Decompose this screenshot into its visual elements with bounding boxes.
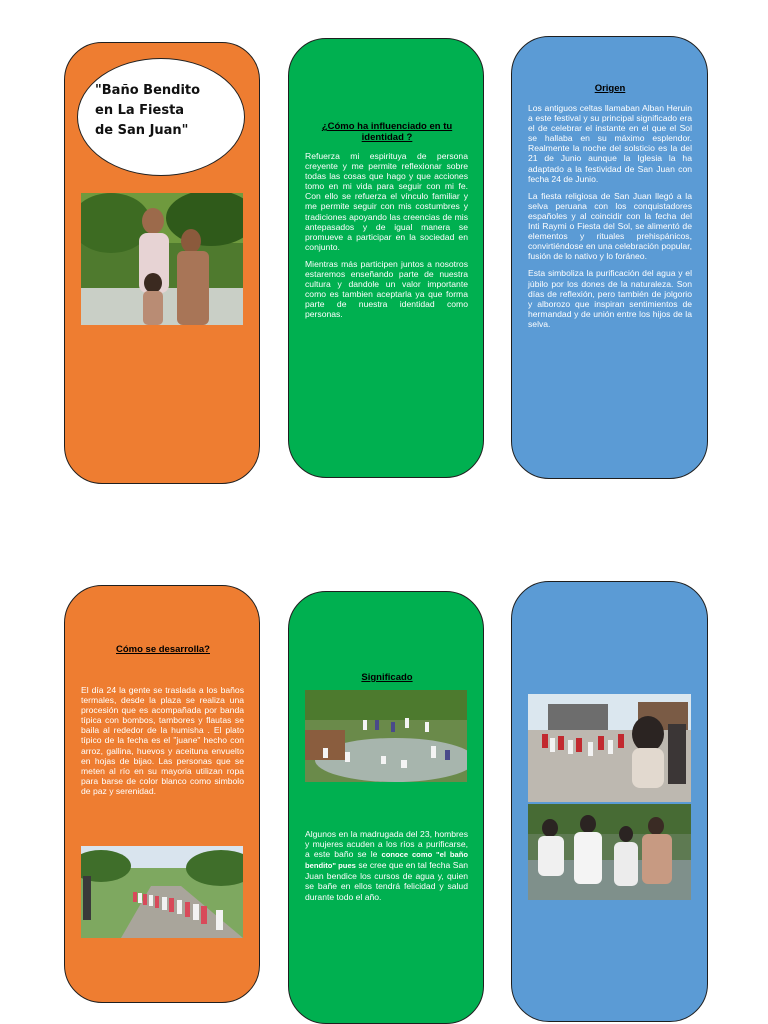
meaning-text-bold: conoce como "el baño bendito" pues: [305, 850, 468, 871]
origin-text: [528, 103, 692, 336]
development-panel: [64, 585, 260, 1003]
origin-heading: Origen: [594, 83, 626, 94]
identity-panel: [288, 38, 484, 478]
identity-heading: ¿Cómo ha influenciado en tu identidad ?: [321, 121, 453, 143]
dance-photo: [528, 694, 691, 802]
river-bath-photo: [305, 690, 467, 782]
cover-panel: [64, 42, 260, 484]
meaning-text-start: Algunos en la madrugada del 23, hombres y mujeres acuden a los ríos a purificarse, a este baño se le: [305, 829, 468, 860]
meaning-text: [305, 829, 468, 909]
origin-paragraph: Los antiguos celtas llamaban Alban Heruin a este festival y su principal significado era el de celebrar el instante en el que el Sol se hallaba en su máximo esplendor. Realmente la noche del solsticio es la del 21 de Junio aunque la Iglesia la ha adaptado a la festividad de San Juan con fecha 24 de Junio.: [528, 103, 692, 184]
meaning-panel: [288, 591, 484, 1024]
origin-paragraph: La fiesta religiosa de San Juan llegó a la selva peruana con los conquistadores españoles y al coincidir con la fecha del Inti Raymi o Fiesta del Sol, se alimentó de elementos y rituales prehispánicos, convirtiéndose en una celebración popular, fusión de lo nativo y lo foráneo.: [528, 190, 692, 262]
origin-paragraph: Esta simboliza la purificación del agua y el júbilo por los dones de la naturaleza. Son días de reflexión, pero también de jolgorio y alborozo que inspiran sentimientos de hermandad y de unión entre los hijos de la selva.: [528, 268, 692, 329]
identity-text: [305, 151, 468, 327]
development-text: [81, 685, 244, 803]
meaning-text-end: se cree que en tal fecha San Juan bendice los cursos de agua y, quien se bañe en ellos tendrá felicidad y salud durante todo el año.: [305, 860, 468, 902]
procession-photo: [81, 846, 243, 938]
meaning-heading: Significado: [361, 672, 413, 683]
river-ritual-photo: [528, 804, 691, 900]
family-photo: [81, 193, 243, 325]
origin-panel: [511, 36, 708, 479]
development-heading: Cómo se desarrolla?: [116, 644, 210, 655]
identity-paragraph: Refuerza mi espirituya de persona creyente y me permite reflexionar sobre todas las cosas que hago y que acciones tomo en mi vida para seguir con mi fe. Con ello se refuerza el vínculo familiar y me permite seguir con mis costumbres y tradiciones apoyando las creencias de mis antepasados y de igual manera se promueve a participar en la sociedad en conjunto.: [305, 151, 468, 252]
brochure-title: "Baño Bendito en La Fiesta de San Juan": [95, 83, 201, 138]
photos-panel: [511, 581, 708, 1022]
identity-paragraph: Mientras más participen juntos a nosotros estaremos enseñando parte de nuestra cultura y dandole un valor importante como es tambien aceptarla ya que forma parte de nuestra identidad como personas.: [305, 258, 468, 320]
development-paragraph: El día 24 la gente se traslada a los baños termales, desde la plaza se realiza una procesión que es acompañada por banda típica con bombos, tambores y flautas se baila al rededor de la humisha . El plato típico de la fecha es el "juane" hecho con arroz, gallina, huevos y aceituna envuelto en hojas de bijao. Las personas que se meten al río en su mayoria utilizan ropa para barse de color blanco como simbolo de paz y serenidad.: [81, 685, 244, 796]
